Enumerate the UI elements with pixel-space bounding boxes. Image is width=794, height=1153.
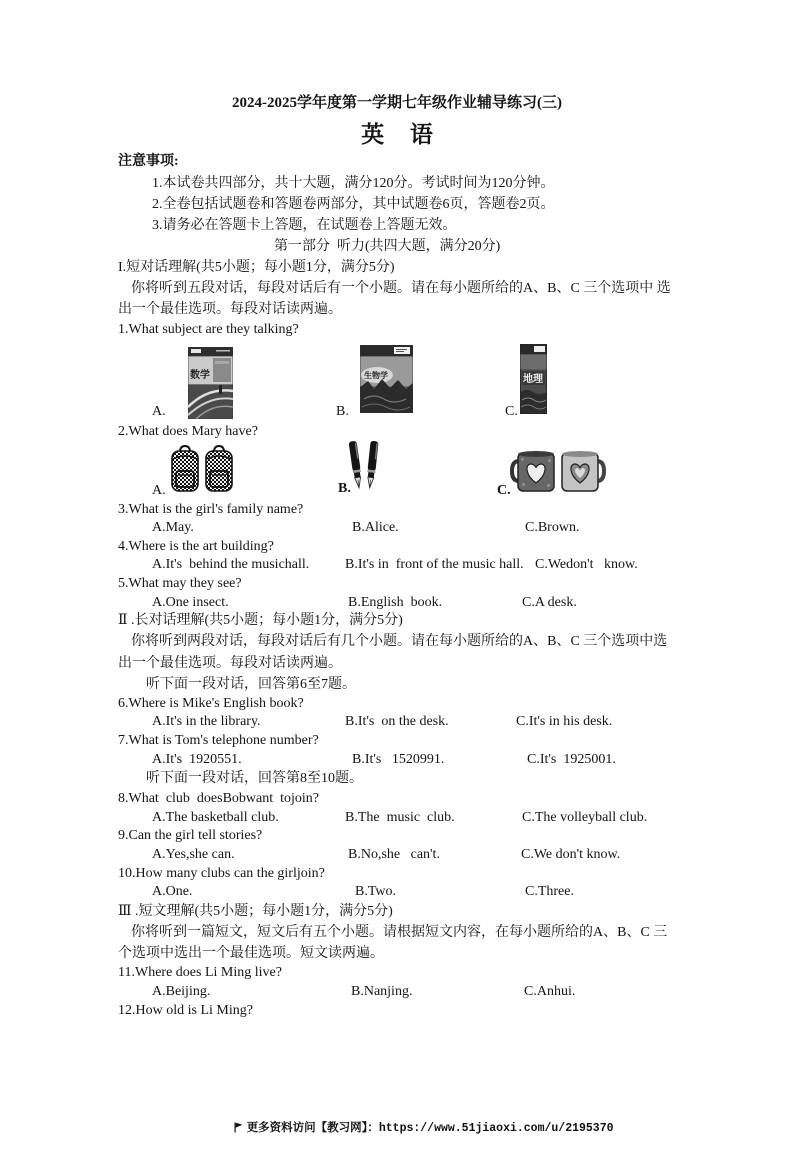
option-text: B.It's 1520991. — [352, 752, 445, 767]
option-text: A.It's in the library. — [152, 714, 261, 729]
section-instructions: 你将听到五段对话，每段对话后有一个小题。请在每小题所给的A、B、C 三个选项中 选 — [131, 281, 671, 296]
option-text: C.Wedon't know. — [535, 557, 638, 572]
option-text: B.It's on the desk. — [345, 714, 449, 729]
backpack-icon — [206, 446, 232, 491]
cover-title-text: 地理 — [523, 374, 543, 385]
geography-textbook-picture — [520, 344, 547, 414]
question-stem: 11.Where does Li Ming live? — [118, 965, 282, 980]
part-heading: 第一部分 听力(共四大题，满分20分) — [274, 239, 501, 254]
option-label: A. — [152, 483, 166, 498]
option-text: A.The basketball club. — [152, 810, 279, 825]
option-text: A.It's behind the musichall. — [152, 557, 310, 572]
subject-title: 英 语 — [361, 122, 433, 147]
section-instructions: 你将听到一篇短文，短文后有五个小题。请根据短文内容，在每小题所给的A、B、C 三 — [131, 925, 668, 940]
option-text: B.Two. — [355, 884, 397, 899]
option-text: C.Brown. — [525, 520, 580, 535]
section-heading: Ⅱ .长对话理解(共5小题；每小题1分，满分5分) — [118, 613, 403, 628]
page-title: 2024-2025学年度第一学期七年级作业辅导练习(三) — [232, 95, 562, 111]
math-textbook-picture — [188, 347, 233, 419]
option-text: A.Yes,she can. — [152, 847, 235, 862]
heart-mug-icon — [562, 451, 604, 491]
option-text: A.It's 1920551. — [152, 752, 242, 767]
option-label: B. — [336, 404, 349, 419]
section-heading: I.短对话理解(共5小题；每小题1分，满分5分) — [118, 260, 395, 275]
dialogue-prompt: 听下面一段对话，回答第6至7题。 — [146, 677, 356, 692]
fountain-pen-icon — [366, 441, 379, 489]
option-text: B.Nanjing. — [351, 984, 413, 999]
mugs-picture — [510, 445, 606, 493]
option-text: C.It's 1925001. — [527, 752, 616, 767]
question-stem: 4.Where is the art building? — [118, 539, 274, 554]
option-label: C. — [505, 404, 518, 419]
footer-text: 更多资料访问【教习网】： — [246, 1122, 379, 1135]
notice-item: 1.本试卷共四部分，共十大题，满分120分。考试时间为120分钟。 — [152, 176, 555, 191]
biology-textbook-picture — [360, 345, 413, 413]
section-instructions: 出一个最佳选项。每段对话读两遍。 — [118, 302, 342, 317]
notice-heading: 注意事项: — [118, 154, 179, 169]
dialogue-prompt: 听下面一段对话，回答第8至10题。 — [146, 771, 363, 786]
notice-item: 3.请务必在答题卡上答题，在试题卷上答题无效。 — [152, 218, 457, 233]
notice-item: 2.全卷包括试题卷和答题卷两部分，其中试题卷6页，答题卷2页。 — [152, 197, 555, 212]
option-text: B.It's in front of the music hall. — [345, 557, 524, 572]
question-stem: 7.What is Tom's telephone number? — [118, 733, 319, 748]
backpack-icon — [172, 446, 198, 491]
pens-picture — [346, 440, 382, 492]
option-text: C.We don't know. — [521, 847, 621, 862]
question-stem: 1.What subject are they talking? — [118, 322, 299, 337]
question-stem: 10.How many clubs can the girljoin? — [118, 866, 325, 881]
option-label: C. — [497, 483, 511, 498]
option-text: C.Three. — [525, 884, 574, 899]
option-text: B.No,she can't. — [348, 847, 440, 862]
option-text: C.The volleyball club. — [522, 810, 648, 825]
footer — [206, 1105, 614, 1135]
option-text: A.May. — [152, 520, 194, 535]
option-text: C.It's in his desk. — [516, 714, 613, 729]
option-text: A.One. — [152, 884, 193, 899]
option-text: A.Beijing. — [152, 984, 211, 999]
question-stem: 6.Where is Mike's English book? — [118, 696, 304, 711]
question-stem: 5.What may they see? — [118, 576, 242, 591]
option-text: C.A desk. — [522, 595, 577, 610]
option-text: B.Alice. — [352, 520, 399, 535]
option-text: C.Anhui. — [524, 984, 576, 999]
section-instructions: 个选项中选出一个最佳选项。短文读两遍。 — [118, 946, 384, 961]
option-text: A.One insect. — [152, 595, 229, 610]
question-stem: 3.What is the girl's family name? — [118, 502, 304, 517]
question-stem: 2.What does Mary have? — [118, 424, 258, 439]
option-label: B. — [338, 481, 351, 496]
cover-title-text: 数学 — [190, 370, 210, 381]
question-stem: 8.What club doesBobwant tojoin? — [118, 791, 320, 806]
footer-link[interactable]: https://www.51jiaoxi.com/u/2195370 — [378, 1122, 614, 1135]
option-text: B.The music club. — [345, 810, 455, 825]
cover-title-text: 生物学 — [364, 370, 388, 380]
option-label: A. — [152, 404, 166, 419]
option-text: B.English book. — [348, 595, 443, 610]
section-instructions: 出一个最佳选项。每段对话读两遍。 — [118, 656, 342, 671]
section-instructions: 你将听到两段对话，每段对话后有几个小题。请在每小题所给的A、B、C 三个选项中选 — [131, 634, 668, 649]
heart-mug-icon — [512, 451, 554, 491]
section-heading: Ⅲ .短文理解(共5小题；每小题1分，满分5分) — [118, 904, 393, 919]
question-stem: 12.How old is Li Ming? — [118, 1003, 253, 1018]
fountain-pen-icon — [349, 441, 363, 489]
question-stem: 9.Can the girl tell stories? — [118, 828, 263, 843]
backpacks-picture — [170, 445, 234, 493]
flag-icon — [234, 1122, 243, 1133]
